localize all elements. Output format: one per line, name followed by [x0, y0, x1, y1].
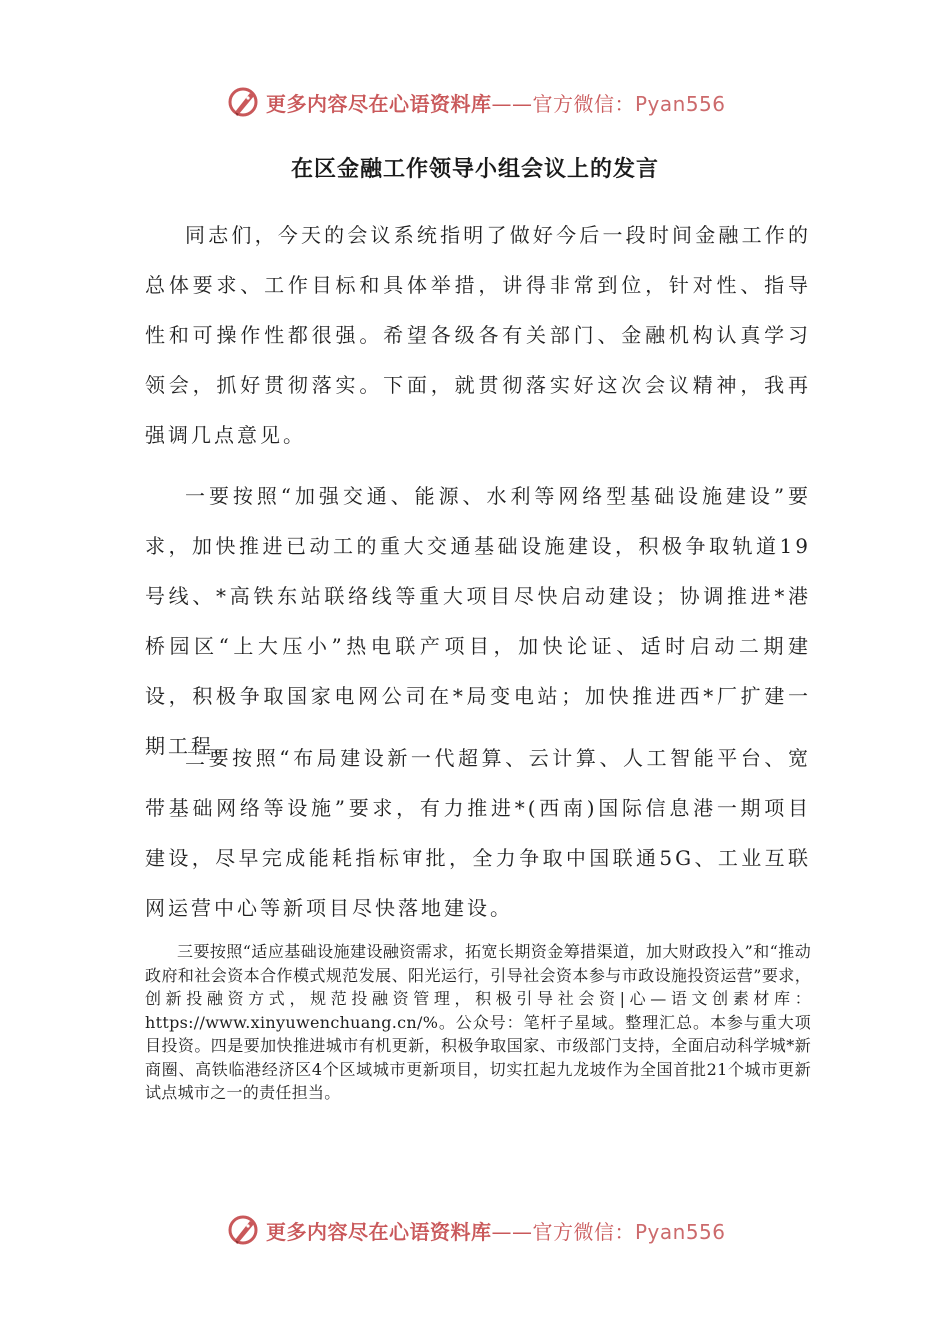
footer-watermark: [226, 1210, 726, 1250]
watermark-dash: ——: [491, 1219, 533, 1244]
paragraph-point-2: 二要按照“布局建设新一代超算、云计算、人工智能平台、宽带基础网络等设施”要求，有力推进*(西南)国际信息港一期项目建设，尽早完成能耗指标审批，全力争取中国联通5G、工业互联网运营中心等新项目尽快落地建设。: [145, 746, 811, 920]
watermark-id: Pyan556: [635, 1219, 726, 1244]
document-title: 在区金融工作领导小组会议上的发言: [290, 157, 659, 182]
paragraph-point-3: 三要按照“适应基础设施建设融资需求，拓宽长期资金筹措渠道，加大财政投入”和“推动政府和社会资本合作模式规范发展、阳光运行，引导社会资本参与市政设施投资运营”要求，创新投融资方式，规范投融资管理，积极引导社会资|心—语文创素材库：https://www.xinyuwenchuang.cn/%。公众号：笔杆子星域。整理汇总。本参与重大项目投资。四是要加快推进城市有机更新，积极争取国家、市级部门支持，全面启动科学城*新商圈、高铁临港经济区4个区域城市更新项目，切实扛起九龙坡作为全国首批21个城市更新试点城市之一的责任担当。: [145, 942, 811, 1102]
paragraph-intro: 同志们，今天的会议系统指明了做好今后一段时间金融工作的总体要求、工作目标和具体举措，讲得非常到位，针对性、指导性和可操作性都很强。希望各级各有关部门、金融机构认真学习领会，抓好贯彻落实。下面，就贯彻落实好这次会议精神，我再强调几点意见。: [145, 223, 811, 447]
watermark-sub: 官方微信：: [532, 1219, 635, 1244]
watermark-main: 更多内容尽在心语资料库: [266, 1219, 492, 1244]
watermark-text: [266, 1216, 726, 1245]
paragraph-point-1: 一要按照“加强交通、能源、水利等网络型基础设施建设”要求，加快推进已动工的重大交通基础设施建设，积极争取轨道19号线、*高铁东站联络线等重大项目尽快启动建设；协调推进*港桥园区“上大压小”热电联产项目，加快论证、适时启动二期建设，积极争取国家电网公司在*局变电站；加快推进西*厂扩建一期工程。: [145, 484, 811, 758]
pen-nib-logo-icon: [226, 85, 260, 119]
watermark-text: [266, 88, 726, 117]
header-watermark: [226, 82, 726, 122]
watermark-dash: ——: [491, 91, 533, 116]
pen-nib-logo-icon: [226, 1213, 260, 1247]
watermark-main: 更多内容尽在心语资料库: [266, 91, 492, 116]
watermark-id: Pyan556: [635, 91, 726, 116]
watermark-sub: 官方微信：: [532, 91, 635, 116]
